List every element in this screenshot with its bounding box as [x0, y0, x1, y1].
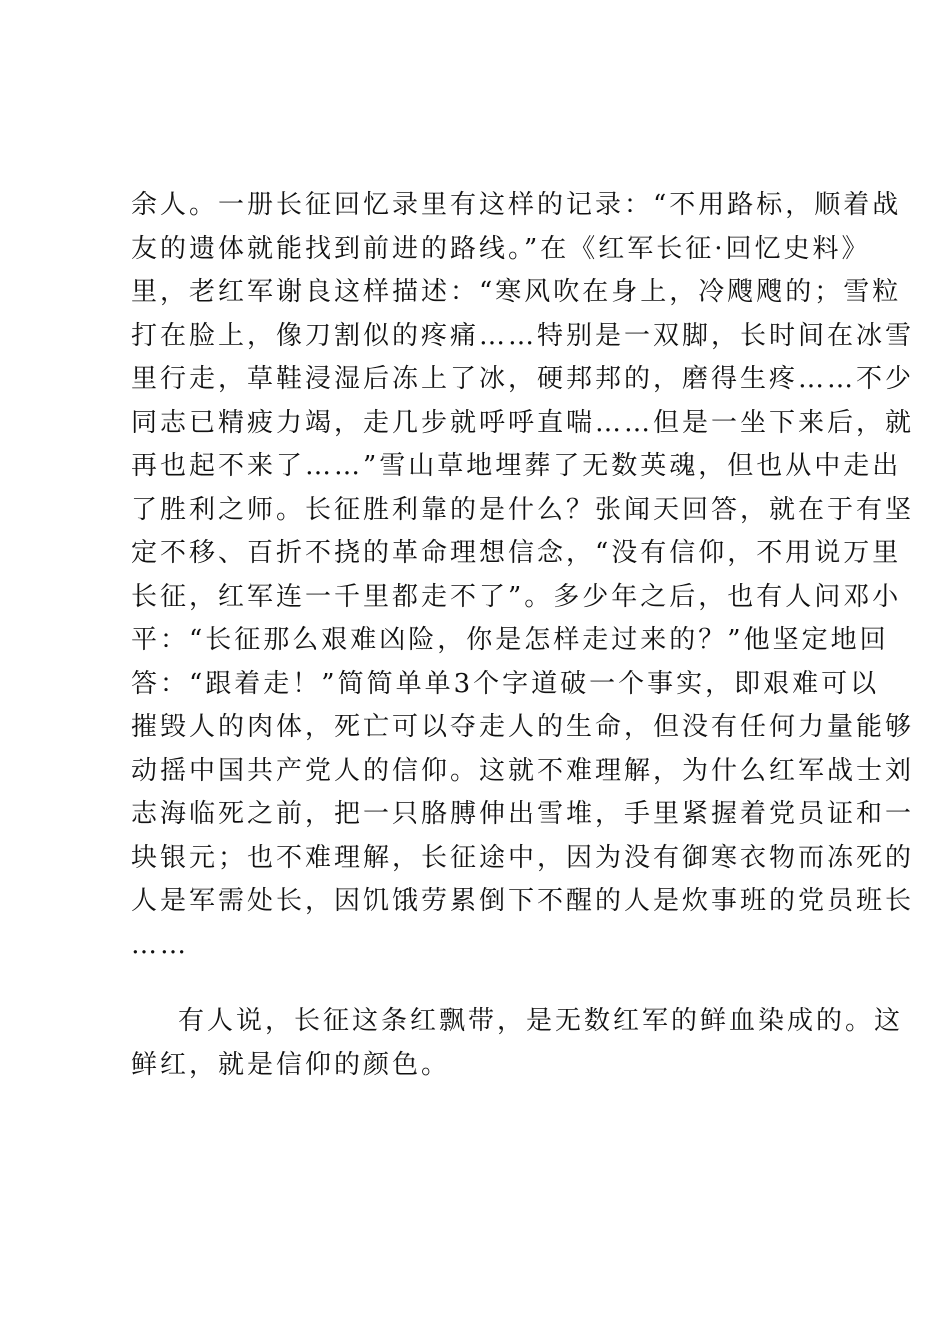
paragraph-2	[131, 1000, 904, 1087]
text-line: 块银元；也不难理解，长征途中，因为没有御寒衣物而冻死的	[131, 842, 915, 873]
text-line: 鲜红，就是信仰的颜色。	[131, 1049, 451, 1080]
text-line: 里，老红军谢良这样描述：“寒风吹在身上，冷飕飕的；雪粒	[131, 277, 902, 307]
paragraph-1	[131, 184, 915, 967]
text-line: 志海临死之前，把一只胳膊伸出雪堆，手里紧握着党员证和一	[131, 799, 915, 829]
text-line: 动摇中国共产党人的信仰。这就不难理解，为什么红军战士刘	[131, 755, 915, 786]
text-line: 里行走，草鞋浸湿后冻上了冰，硬邦邦的，磨得生疼……不少	[131, 364, 915, 394]
text-line: ……	[131, 929, 189, 960]
text-line: 打在脸上，像刀割似的疼痛……特别是一双脚，长时间在冰雪	[131, 320, 915, 351]
text-line: 人是军需处长，因饥饿劳累倒下不醒的人是炊事班的党员班长	[131, 886, 915, 916]
text-line: 余人。一册长征回忆录里有这样的记录：“不用路标，顺着战	[131, 190, 902, 220]
text-line: 平：“长征那么艰难凶险，你是怎样走过来的？”他坚定地回	[131, 625, 889, 655]
text-line: 长征，红军连一千里都走不了”。多少年之后，也有人问邓小	[131, 581, 902, 612]
text-line: 同志已精疲力竭，走几步就呼呼直喘……但是一坐下来后，就	[131, 407, 915, 438]
text-line: 有人说，长征这条红飘带，是无数红军的鲜血染成的。这	[178, 1006, 904, 1036]
text-line: 摧毁人的肉体，死亡可以夺走人的生命，但没有任何力量能够	[131, 712, 915, 742]
text-line: 定不移、百折不挠的革命理想信念，“没有信仰，不用说万里	[131, 538, 902, 568]
text-line: 再也起不来了……”雪山草地埋葬了无数英魂，但也从中走出	[131, 451, 902, 481]
text-line: 答：“跟着走！”简简单单3个字道破一个事实，即艰难可以	[131, 668, 880, 699]
text-line: 了胜利之师。长征胜利靠的是什么？张闻天回答，就在于有坚	[131, 494, 915, 525]
text-line: 友的遗体就能找到前进的路线。”在《红军长征·回忆史料》	[131, 233, 871, 264]
